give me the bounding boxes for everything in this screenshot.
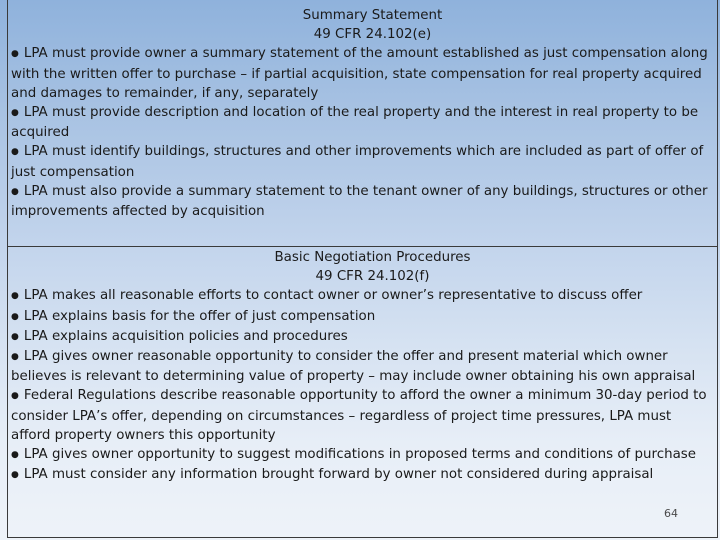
bullet-icon: ● xyxy=(11,311,19,322)
list-item-text: LPA explains acquisition policies and procedures xyxy=(23,328,348,344)
list-item-text: LPA must consider any information brought forward by owner not considered during appraisal xyxy=(23,467,654,483)
list-item-text: LPA explains basis for the offer of just compensation xyxy=(23,308,376,324)
list-item xyxy=(11,386,714,445)
list-item xyxy=(11,445,714,465)
negotiation-procedures-title: Basic Negotiation Procedures xyxy=(274,250,471,265)
bullet-icon: ● xyxy=(11,352,19,363)
bullet-icon: ● xyxy=(11,470,19,481)
list-item xyxy=(11,286,714,306)
list-item-text: LPA must also provide a summary statement to the tenant owner of any buildings, structures or other improvements affected by acquisition xyxy=(11,183,708,220)
list-item xyxy=(11,142,714,181)
bullet-icon: ● xyxy=(11,331,19,342)
section-divider xyxy=(7,246,718,247)
negotiation-procedures-citation: 49 CFR 24.102(f) xyxy=(315,269,430,285)
summary-statement-section xyxy=(7,6,718,246)
list-item-text: LPA must identify buildings, structures and other improvements which are included as part of offer of just compensation xyxy=(11,144,704,180)
negotiation-procedures-list xyxy=(11,286,714,485)
bullet-icon: ● xyxy=(11,186,19,197)
list-item-text: LPA must provide description and location of the real property and the interest in real property to be acquired xyxy=(11,105,699,141)
bullet-icon: ● xyxy=(11,291,19,302)
list-item xyxy=(11,103,714,142)
bullet-icon: ● xyxy=(11,147,19,158)
summary-statement-title: Summary Statement xyxy=(302,8,443,23)
list-item xyxy=(11,44,714,103)
list-item xyxy=(11,347,714,386)
list-item xyxy=(11,307,714,327)
list-item-text: LPA gives owner opportunity to suggest modifications in proposed terms and conditions of purchase xyxy=(23,447,696,463)
list-item-text: Federal Regulations describe reasonable opportunity to afford the owner a minimum 30-day period to consider LPA’s offer, depending on circumstances – regardless of project time pressures, LPA must afford property owners this opportunity xyxy=(11,388,707,443)
bullet-icon: ● xyxy=(11,49,19,60)
summary-statement-list xyxy=(11,44,714,221)
list-item xyxy=(11,182,714,221)
list-item xyxy=(11,465,714,485)
page-number: 64 xyxy=(664,507,678,520)
negotiation-procedures-section xyxy=(7,248,718,488)
bullet-icon: ● xyxy=(11,108,19,119)
bullet-icon: ● xyxy=(11,450,19,461)
list-item-text: LPA gives owner reasonable opportunity to consider the offer and present material which owner believes is relevant to determining value of property – may include owner obtaining his own appraisal xyxy=(11,349,696,385)
list-item xyxy=(11,327,714,347)
bullet-icon: ● xyxy=(11,391,19,402)
list-item-text: LPA must provide owner a summary statement of the amount established as just compensation along with the written offer to purchase – if partial acquisition, state compensation for real property acquired and damages to remainder, if any, separately xyxy=(11,46,708,101)
summary-statement-citation: 49 CFR 24.102(e) xyxy=(313,27,432,43)
list-item-text: LPA makes all reasonable efforts to contact owner or owner’s representative to discuss offer xyxy=(23,288,643,304)
